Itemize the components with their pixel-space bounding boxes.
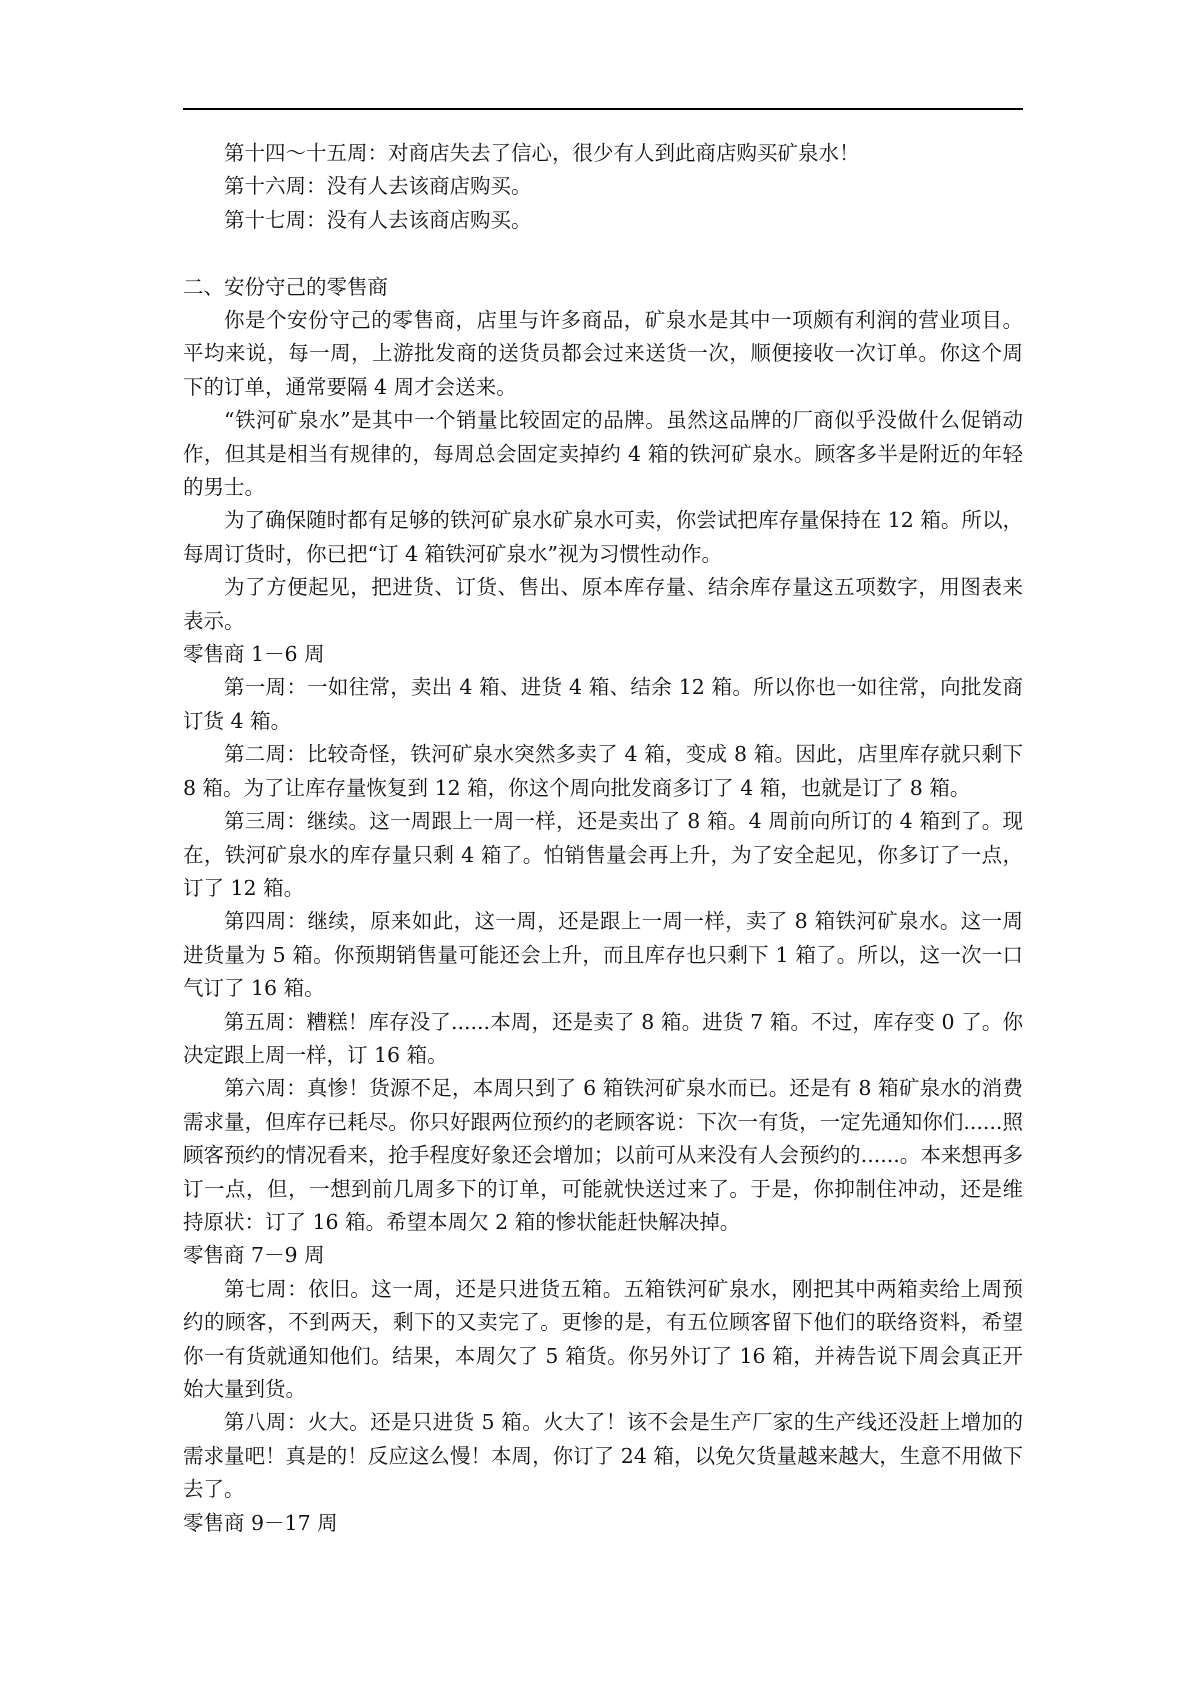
paragraph: 第二周：比较奇怪，铁河矿泉水突然多卖了 4 箱，变成 8 箱。因此，店里库存就只剩下 8 箱。为了让库存量恢复到 12 箱，你这个周向批发商多订了 4 箱，也就是订了 8 箱。: [183, 742, 1023, 800]
paragraph: 第五周：糟糕！库存没了......本周，还是卖了 8 箱。进货 7 箱。不过，库存变 0 了。你决定跟上周一样，订 16 箱。: [183, 1009, 1023, 1067]
subsection-heading: 零售商 9－17 周: [183, 1510, 338, 1535]
subsection-heading: 零售商 7－9 周: [183, 1243, 325, 1268]
paragraph: 第十七周：没有人去该商店购买。: [224, 207, 532, 232]
paragraph: 第十四～十五周：对商店失去了信心，很少有人到此商店购买矿泉水！: [224, 141, 860, 165]
header-rule: [183, 108, 1023, 110]
paragraph: 第三周：继续。这一周跟上一周一样，还是卖出了 8 箱。4 周前向所订的 4 箱到了。现在，铁河矿泉水的库存量只剩 4 箱了。怕销售量会再上升，为了安全起见，你多订了一点，订了 12 箱。: [183, 809, 1023, 900]
paragraph: 第七周：依旧。这一周，还是只进货五箱。五箱铁河矿泉水，刚把其中两箱卖给上周预约的顾客，不到两天，剩下的又卖完了。更惨的是，有五位顾客留下他们的联络资料，希望你一有货就通知他们。结果，本周欠了 5 箱货。你另外订了 16 箱，并祷告说下周会真正开始大量到货。: [183, 1276, 1023, 1402]
subsection-heading: 零售商 1－6 周: [183, 642, 325, 667]
paragraph: 第六周：真惨！货源不足，本周只到了 6 箱铁河矿泉水而已。还是有 8 箱矿泉水的消费需求量，但库存已耗尽。你只好跟两位预约的老顾客说：下次一有货，一定先通知你们......照顾客预约的情况看来，抢手程度好象还会增加；以前可从来没有人会预约的......。本来想再多订一点，但，一想到前几周多下的订单，可能就快送过来了。于是，你抑制住冲动，还是维持原状：订了 16 箱。希望本周欠 2 箱的惨状能赶快解决掉。: [183, 1076, 1023, 1234]
paragraph: 为了方便起见，把进货、订货、售出、原本库存量、结余库存量这五项数字，用图表来表示。: [183, 575, 1023, 633]
paragraph: 第十六周：没有人去该商店购买。: [224, 174, 532, 199]
document-body: [183, 137, 1023, 1540]
paragraph: 第一周：一如往常，卖出 4 箱、进货 4 箱、结余 12 箱。所以你也一如往常，向批发商订货 4 箱。: [183, 675, 1023, 733]
section-title: 二、安份守己的零售商: [183, 274, 388, 299]
paragraph: 为了确保随时都有足够的铁河矿泉水矿泉水可卖，你尝试把库存量保持在 12 箱。所以，每周订货时，你已把“订 4 箱铁河矿泉水”视为习惯性动作。: [183, 508, 1023, 566]
paragraph: 你是个安份守己的零售商，店里与许多商品，矿泉水是其中一项颇有利润的营业项目。平均来说，每一周，上游批发商的送货员都会过来送货一次，顺便接收一次订单。你这个周下的订单，通常要隔 4 周才会送来。: [183, 308, 1023, 399]
paragraph: “铁河矿泉水”是其中一个销量比较固定的品牌。虽然这品牌的厂商似乎没做什么促销动作，但其是相当有规律的，每周总会固定卖掉约 4 箱的铁河矿泉水。顾客多半是附近的年轻的男士。: [183, 408, 1023, 500]
paragraph: 第八周：火大。还是只进货 5 箱。火大了！该不会是生产厂家的生产线还没赶上增加的需求量吧！真是的！反应这么慢！本周，你订了 24 箱，以免欠货量越来越大，生意不用做下去了。: [183, 1410, 1023, 1502]
spacer: [183, 237, 1023, 270]
paragraph: 第四周：继续，原来如此，这一周，还是跟上一周一样，卖了 8 箱铁河矿泉水。这一周进货量为 5 箱。你预期销售量可能还会上升，而且库存也只剩下 1 箱了。所以，这一次一口气订了 16 箱。: [183, 909, 1023, 1001]
